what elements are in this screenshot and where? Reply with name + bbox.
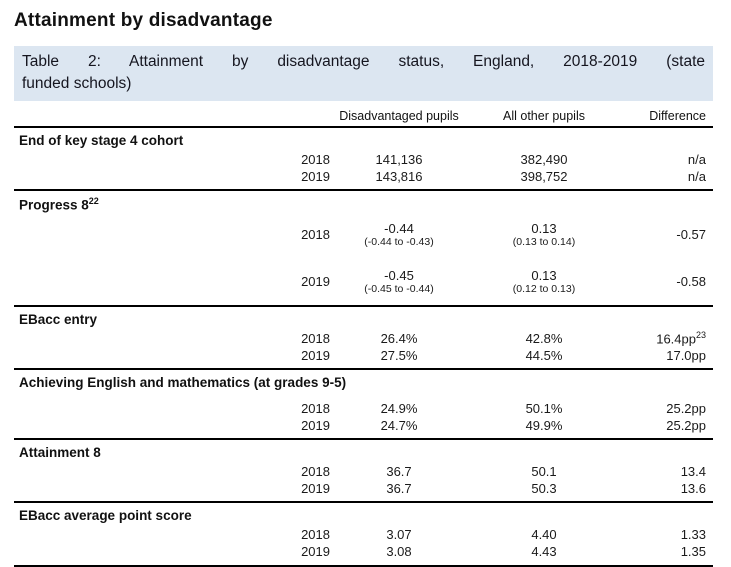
year-cell: 2019 bbox=[301, 417, 330, 433]
section-heading: End of key stage 4 cohort bbox=[19, 133, 184, 148]
disadvantaged-pupils-cell: 3.08 bbox=[386, 543, 412, 559]
table-row bbox=[14, 543, 713, 560]
all-other-pupils-cell: 4.43 bbox=[531, 543, 557, 559]
year-cell: 2019 bbox=[301, 480, 330, 496]
year-cell: 2018 bbox=[301, 330, 330, 346]
all-other-pupils-cell: 50.1 bbox=[531, 463, 557, 479]
difference-cell: 1.33 bbox=[680, 526, 706, 542]
year-cell: 2018 bbox=[301, 400, 330, 416]
table-caption-line-1: Table 2: Attainment by disadvantage status, England, 2018-2019 (state bbox=[22, 53, 705, 70]
table-row bbox=[14, 216, 713, 254]
all-other-pupils-cell: 398,752 bbox=[520, 169, 568, 184]
difference-cell: n/a bbox=[687, 152, 706, 167]
column-header-difference: Difference bbox=[649, 109, 706, 123]
table-caption-line-2: funded schools) bbox=[22, 75, 132, 92]
disadvantaged-pupils-cell: 36.7 bbox=[386, 463, 412, 479]
table-row bbox=[14, 400, 713, 417]
all-other-pupils-cell: 0.13 (0.12 to 0.13) bbox=[464, 268, 624, 296]
confidence-range: (-0.45 to -0.44) bbox=[364, 282, 434, 295]
difference-cell: -0.57 bbox=[676, 227, 706, 242]
table-body bbox=[14, 126, 713, 567]
table-row bbox=[14, 526, 713, 543]
section-heading: EBacc average point score bbox=[19, 507, 192, 523]
table-section bbox=[14, 501, 713, 567]
all-other-pupils-cell: 382,490 bbox=[520, 152, 568, 167]
year-cell: 2019 bbox=[301, 543, 330, 559]
year-cell: 2019 bbox=[301, 274, 330, 289]
confidence-range: (0.13 to 0.14) bbox=[512, 235, 576, 248]
disadvantaged-pupils-cell: 27.5% bbox=[380, 347, 418, 363]
section-heading: Achieving English and mathematics (at grades 9-5) bbox=[19, 374, 347, 390]
section-heading: EBacc entry bbox=[19, 311, 98, 327]
table-section bbox=[14, 438, 713, 501]
disadvantaged-pupils-cell: -0.44 (-0.44 to -0.43) bbox=[334, 221, 464, 249]
difference-cell: n/a bbox=[687, 169, 706, 184]
table-section bbox=[14, 368, 713, 438]
difference-cell: 13.6 bbox=[680, 480, 706, 496]
table-header-row bbox=[14, 107, 713, 126]
difference-cell: 25.2pp bbox=[666, 417, 706, 433]
all-other-pupils-cell: 49.9% bbox=[525, 417, 563, 433]
section-heading: Attainment 8 bbox=[19, 444, 101, 460]
disadvantaged-pupils-cell: 26.4% bbox=[380, 330, 418, 346]
column-header-disadvantaged-pupils: Disadvantaged pupils bbox=[339, 109, 459, 123]
table-row bbox=[14, 168, 713, 185]
table-caption bbox=[14, 46, 713, 101]
table-row bbox=[14, 330, 713, 347]
year-cell: 2018 bbox=[301, 227, 330, 242]
disadvantaged-pupils-cell: 143,816 bbox=[375, 169, 423, 184]
difference-cell: 25.2pp bbox=[666, 400, 706, 416]
attainment-table bbox=[14, 107, 713, 567]
table-row bbox=[14, 347, 713, 364]
confidence-range: (-0.44 to -0.43) bbox=[364, 235, 434, 248]
section-heading: Progress $8^{22}$ bbox=[19, 196, 99, 213]
table-row bbox=[14, 417, 713, 434]
table-section bbox=[14, 126, 713, 189]
difference-cell: 1.35 bbox=[680, 543, 706, 559]
confidence-range: (0.12 to 0.13) bbox=[512, 282, 576, 295]
disadvantaged-pupils-cell: 24.7% bbox=[380, 417, 418, 433]
table-row bbox=[14, 151, 713, 168]
year-cell: 2018 bbox=[301, 526, 330, 542]
disadvantaged-pupils-cell: 24.9% bbox=[380, 400, 418, 416]
difference-footnote: 23 bbox=[695, 329, 706, 340]
page-title: Attainment by disadvantage bbox=[14, 10, 273, 31]
table-section bbox=[14, 305, 713, 368]
all-other-pupils-cell: 4.40 bbox=[531, 526, 557, 542]
difference-cell: 13.4 bbox=[680, 463, 706, 479]
all-other-pupils-cell: 42.8% bbox=[525, 330, 563, 346]
year-cell: 2018 bbox=[301, 463, 330, 479]
table-section bbox=[14, 189, 713, 305]
disadvantaged-pupils-cell: 3.07 bbox=[386, 526, 412, 542]
year-cell: 2019 bbox=[301, 169, 330, 184]
difference-cell: -0.58 bbox=[676, 274, 706, 289]
all-other-pupils-cell: 0.13 (0.13 to 0.14) bbox=[464, 221, 624, 249]
difference-cell: $16.4pp^{23}$ bbox=[656, 329, 706, 347]
all-other-pupils-cell: 44.5% bbox=[525, 347, 563, 363]
difference-cell: 17.0pp bbox=[666, 347, 706, 363]
year-cell: 2019 bbox=[301, 347, 330, 363]
column-header-all-other-pupils: All other pupils bbox=[503, 109, 585, 123]
disadvantaged-pupils-cell: -0.45 (-0.45 to -0.44) bbox=[334, 268, 464, 296]
table-row bbox=[14, 463, 713, 480]
all-other-pupils-cell: 50.1% bbox=[525, 400, 563, 416]
table-row bbox=[14, 263, 713, 301]
all-other-pupils-cell: 50.3 bbox=[531, 480, 557, 496]
disadvantaged-pupils-cell: 36.7 bbox=[386, 480, 412, 496]
table-row bbox=[14, 480, 713, 497]
section-heading-footnote: 22 bbox=[88, 196, 99, 206]
year-cell: 2018 bbox=[301, 152, 330, 167]
disadvantaged-pupils-cell: 141,136 bbox=[375, 152, 423, 167]
